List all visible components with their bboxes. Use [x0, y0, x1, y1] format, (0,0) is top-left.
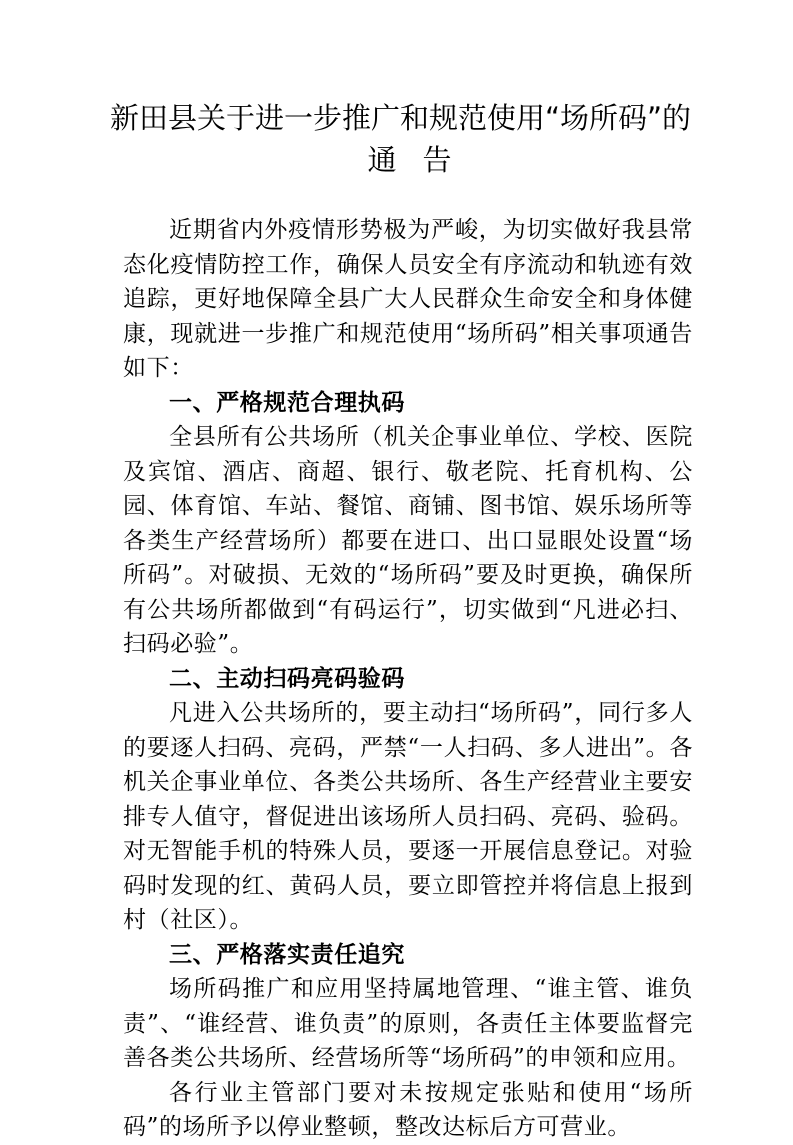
section-2-paragraph-1: 凡进入公共场所的，要主动扫“场所码”，同行多人的要逐人扫码、亮码，严禁“一人扫码、多人进出”。各机关企事业单位、各类公共场所、各生产经营业主要安排专人值守，督促进出该场所人员扫码、亮码、验码。对无智能手机的特殊人员，要逐一开展信息登记。对验码时发现的红、黄码人员，要立即管控并将信息上报到村（社区）。	[123, 700, 693, 933]
intro-paragraph: 近期省内外疫情形势极为严峻，为切实做好我县常态化疫情防控工作，确保人员安全有序流动和轨迹有效追踪，更好地保障全县广大人民群众生命安全和身体健康，现就进一步推广和规范使用“场所码”相关事项通告如下：	[123, 217, 693, 381]
section-3-paragraph-2: 各行业主管部门要对未按规定张贴和使用“场所码”的场所予以停业整顿，整改达标后方可营业。	[123, 1079, 693, 1140]
document-body	[123, 213, 693, 1145]
section-heading-3: 三、严格落实责任追究	[169, 941, 405, 968]
document-title-line-1: 新田县关于进一步推广和规范使用“场所码”的	[110, 101, 692, 135]
section-heading-1: 一、严格规范合理执码	[169, 389, 405, 416]
section-3-paragraph-1: 场所码推广和应用坚持属地管理、“谁主管、谁负责”、“谁经营、谁负责”的原则，各责任主体要监督完善各类公共场所、经营场所等“场所码”的申领和应用。	[123, 976, 693, 1071]
section-heading-2: 二、主动扫码亮码验码	[169, 665, 405, 692]
document-title-line-2: 通告	[367, 143, 478, 177]
section-1-paragraph-1: 全县所有公共场所（机关企事业单位、学校、医院及宾馆、酒店、商超、银行、敬老院、托育机构、公园、体育馆、车站、餐馆、商铺、图书馆、娱乐场所等各类生产经营场所）都要在进口、出口显眼处设置“场所码”。对破损、无效的“场所码”要及时更换，确保所有公共场所都做到“有码运行”，切实做到“凡进必扫、扫码必验”。	[123, 424, 693, 657]
